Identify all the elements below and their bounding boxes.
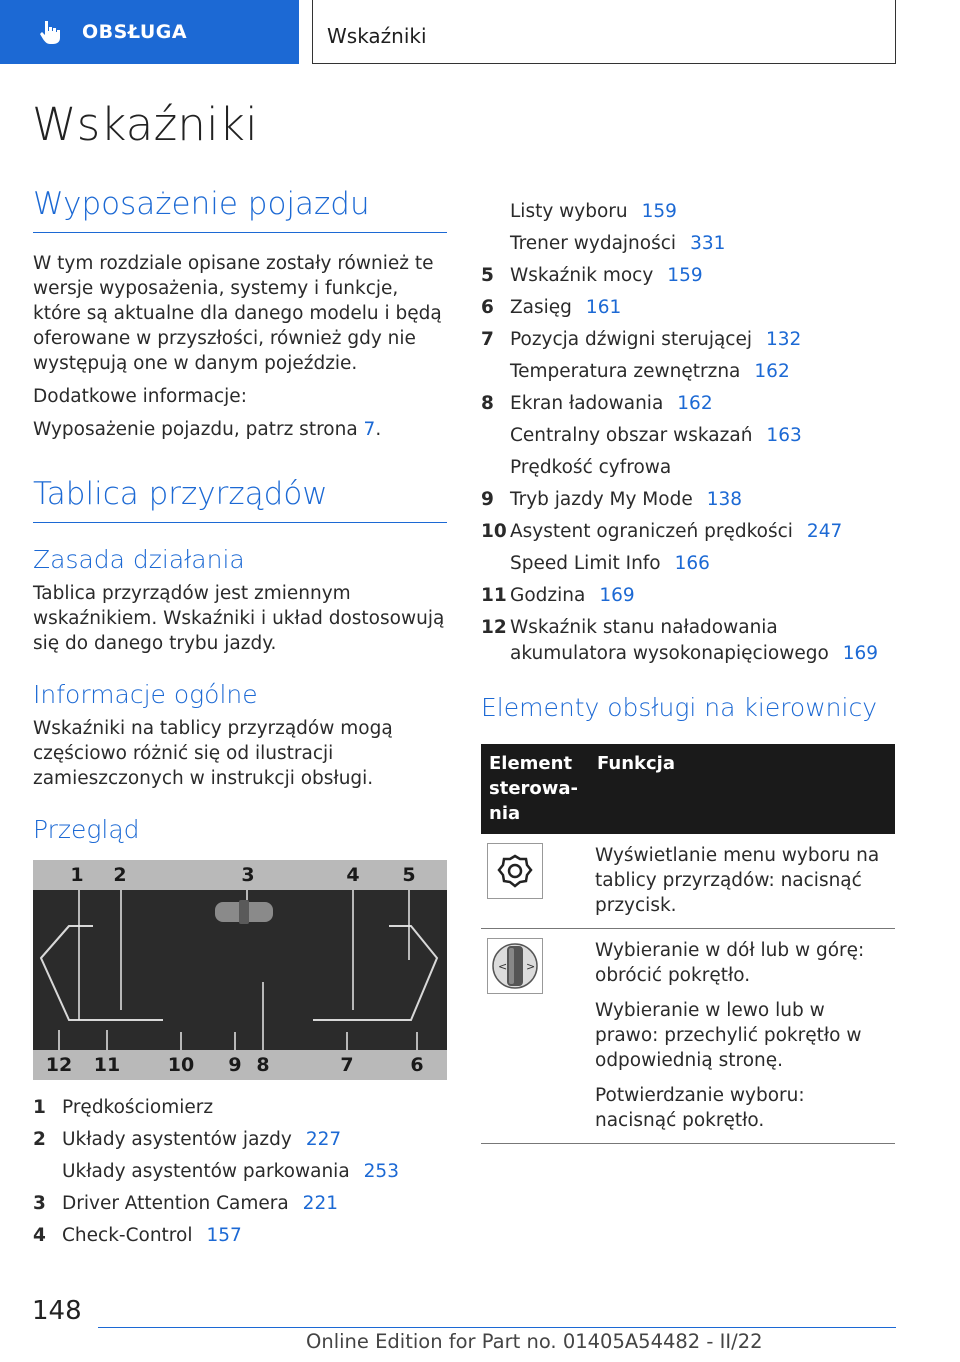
general-text: Wskaźniki na tablicy przyrządów mogą częściowo różnić się od ilustracji zamieszczonych w instrukcji obsługi. xyxy=(33,718,393,789)
footer-divider xyxy=(98,1327,896,1328)
callout-6: 6 xyxy=(410,1054,424,1076)
legend-item: 10 Asystent ograniczeń prędkości 247 xyxy=(481,521,843,542)
page-link[interactable]: 169 xyxy=(842,643,879,664)
page-link[interactable]: 166 xyxy=(674,553,710,574)
page-link[interactable]: 169 xyxy=(599,585,635,606)
page-number: 148 xyxy=(32,1296,82,1326)
principle-text: Tablica przyrządów jest zmiennym wskaźnikiem. Wskaźniki i układ dostosowują się do danego trybu jazdy. xyxy=(33,583,445,654)
page-link[interactable]: 247 xyxy=(806,521,843,542)
tilt-instruction: Wybieranie w lewo lub w prawo: przechylić pokrętło w odpowiednią stronę. xyxy=(595,1000,862,1071)
gear-button-icon xyxy=(487,843,543,899)
gear-button-description: Wyświetlanie menu wyboru na tablicy przyrządów: nacisnąć przycisk. xyxy=(589,834,895,929)
principle-heading: Zasada działania xyxy=(33,545,245,574)
page-link[interactable]: 163 xyxy=(766,425,802,446)
page-link[interactable]: 162 xyxy=(677,393,713,414)
legend-item: Układy asystentów parkowania 253 xyxy=(62,1161,399,1182)
section-header xyxy=(312,0,896,64)
table-row xyxy=(481,834,895,929)
legend-item: 12 Wskaźnik stanu naładowania akumulatora wysokonapięciowego 169 xyxy=(481,617,879,664)
rotate-instruction: Wybieranie w dół lub w górę: obrócić pokrętło. xyxy=(595,940,865,986)
legend-item: 11 Godzina 169 xyxy=(481,585,635,606)
reference-end: . xyxy=(375,419,382,440)
legend-item: 4 Check-Control 157 xyxy=(33,1225,242,1246)
svg-text:>: > xyxy=(526,960,536,973)
callout-11: 11 xyxy=(93,1054,121,1076)
instrument-cluster-diagram xyxy=(33,860,447,1080)
column-header-element: Element sterowa-nia xyxy=(481,744,589,834)
callout-3: 3 xyxy=(241,864,255,886)
legend-item: 1 Prędkościomierz xyxy=(33,1097,214,1118)
page-link[interactable]: 162 xyxy=(754,361,790,382)
legend-item: 7 Pozycja dźwigni sterującej 132 xyxy=(481,329,802,350)
rocker-wheel-description xyxy=(589,929,895,1144)
left-column xyxy=(33,186,447,1252)
legend-item: Speed Limit Info 166 xyxy=(510,553,710,574)
legend-item: 8 Ekran ładowania 162 xyxy=(481,393,713,414)
right-column xyxy=(481,196,895,1144)
legend-item: 2 Układy asystentów jazdy 227 xyxy=(33,1129,342,1150)
page-link[interactable]: 161 xyxy=(585,297,622,318)
equipment-heading: Wyposażenie pojazdu xyxy=(33,186,447,233)
svg-text:<: < xyxy=(498,960,508,973)
instrument-cluster-heading: Tablica przyrządów xyxy=(33,476,447,523)
callout-2: 2 xyxy=(113,864,127,886)
edition-footer: Online Edition for Part no. 01405A54482 - II/22 xyxy=(306,1330,763,1353)
page-link[interactable]: 159 xyxy=(641,201,677,222)
legend-item: Temperatura zewnętrzna 162 xyxy=(510,361,790,382)
rocker-wheel-icon xyxy=(487,938,543,994)
legend-item: 3 Driver Attention Camera 221 xyxy=(33,1193,338,1214)
legend-list-left xyxy=(33,1092,447,1252)
legend-item: Trener wydajności 331 xyxy=(510,233,726,254)
callout-4: 4 xyxy=(346,864,360,886)
callout-1: 1 xyxy=(70,864,84,886)
reference-page-link[interactable]: 7 xyxy=(363,419,376,440)
pointing-hand-icon xyxy=(36,17,66,47)
steering-controls-heading: Elementy obsługi na kierownicy xyxy=(481,693,877,722)
legend-item: Prędkość cyfrowa xyxy=(510,457,672,478)
confirm-instruction: Potwierdzanie wyboru: nacisnąć pokrętło. xyxy=(595,1085,805,1131)
callout-12: 12 xyxy=(45,1054,73,1076)
tab-label: OBSŁUGA xyxy=(82,21,188,43)
general-heading: Informacje ogólne xyxy=(33,680,258,709)
steering-controls-table xyxy=(481,744,895,1144)
callout-9: 9 xyxy=(228,1054,242,1076)
legend-list-right xyxy=(481,196,895,667)
callout-5: 5 xyxy=(402,864,416,886)
page-link[interactable]: 221 xyxy=(302,1193,338,1214)
legend-item: 5 Wskaźnik mocy 159 xyxy=(481,265,703,286)
page-link[interactable]: 331 xyxy=(690,233,726,254)
equipment-reference xyxy=(33,417,447,442)
page-link[interactable]: 253 xyxy=(363,1161,399,1182)
column-header-function: Funkcja xyxy=(589,744,895,834)
overview-heading: Przegląd xyxy=(33,815,140,844)
legend-item: Listy wyboru 159 xyxy=(510,201,677,222)
reference-text: Wyposażenie pojazdu, patrz strona xyxy=(33,419,358,440)
legend-item: 6 Zasięg 161 xyxy=(481,297,622,318)
table-row xyxy=(481,929,895,1144)
callout-7: 7 xyxy=(340,1054,354,1076)
cluster-outline-graphic xyxy=(33,860,447,1080)
page-link[interactable]: 157 xyxy=(206,1225,242,1246)
page-link[interactable]: 138 xyxy=(706,489,743,510)
legend-item: 9 Tryb jazdy My Mode 138 xyxy=(481,489,743,510)
equipment-text: W tym rozdziale opisane zostały również te wersje wyposażenia, systemy i funkcje, które są aktualne dla danego modelu i będą oferowane w przyszłości, również gdy nie występują one w danym pojeździe. xyxy=(33,253,442,374)
more-info-label: Dodatkowe informacje: xyxy=(33,386,247,407)
section-header-label: Wskaźniki xyxy=(327,24,427,48)
page-link[interactable]: 227 xyxy=(305,1129,342,1150)
page-link[interactable]: 159 xyxy=(667,265,703,286)
legend-item: Centralny obszar wskazań 163 xyxy=(510,425,802,446)
page-title: Wskaźniki xyxy=(32,98,258,151)
callout-8: 8 xyxy=(256,1054,270,1076)
section-tab xyxy=(0,0,299,64)
callout-10: 10 xyxy=(167,1054,195,1076)
page-link[interactable]: 132 xyxy=(766,329,802,350)
